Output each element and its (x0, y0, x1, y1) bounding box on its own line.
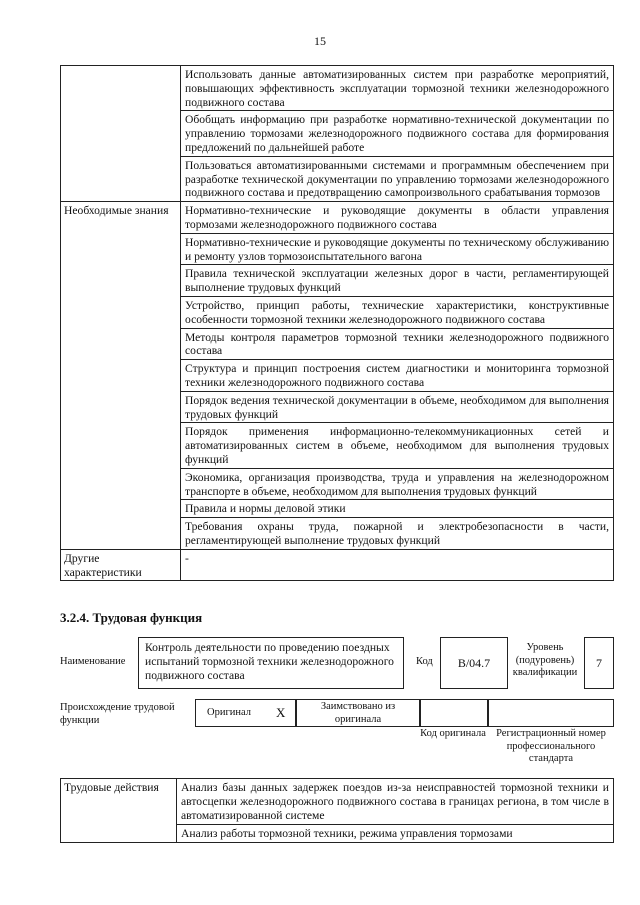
action-row: Анализ работы тормозной техники, режима управления тормозами (177, 825, 614, 843)
skill-row: Обобщать информацию при разработке нормативно-технической документации по управлению тормозами железнодорожного подвижного состава для формирования предложений по дальнейшей работе (181, 111, 614, 156)
page-number: 15 (314, 34, 326, 48)
labor-actions-table (60, 778, 614, 843)
code-original-box (419, 699, 489, 727)
knowledge-row: Экономика, организация производства, труда и управления на железнодорожном транспорте в объеме, необходимом для выполнения трудовых функций (181, 468, 614, 500)
other-characteristics-label: Другие характеристики (61, 549, 181, 581)
level-value: 7 (596, 656, 602, 670)
action-row: Анализ базы данных задержек поездов из-за неисправностей тормозной техники и автосцепки железнодорожного подвижного состава в границах региона, в том числе в автоматизированной системе (177, 779, 614, 825)
skill-row: Использовать данные автоматизированных систем при разработке мероприятий, повышающих эффективность эксплуатации тормозной техники железнодорожного подвижного состава (181, 66, 614, 111)
reg-number-label: Регистрационный номер профессионального стандарта (496, 728, 606, 764)
knowledge-row: Требования охраны труда, пожарной и электробезопасности в части, регламентирующей выполнение трудовых функций (181, 518, 614, 550)
function-name: Контроль деятельности по проведению поездных испытаний тормозной техники железнодорожного подвижного состава (145, 641, 394, 682)
level-box (584, 637, 614, 689)
requirements-table (60, 65, 614, 581)
level-label: Уровень (подуровень) квалификации (512, 642, 578, 678)
origin-label: Происхождение трудовой функции (60, 702, 175, 726)
code-value: В/04.7 (457, 656, 491, 670)
knowledge-label: Необходимые знания (61, 202, 181, 550)
knowledge-row: Методы контроля параметров тормозной техники железнодорожного подвижного состава (181, 328, 614, 360)
original-mark: Х (276, 705, 286, 720)
code-box (440, 637, 508, 689)
knowledge-row: Нормативно-технические и руководящие документы по техническому обслуживанию и ремонту узлов тормозоиспытательного вагона (181, 233, 614, 265)
empty-label-cell (61, 66, 181, 202)
knowledge-row: Структура и принцип построения систем диагностики и мониторинга тормозной техники железнодорожного подвижного состава (181, 360, 614, 392)
knowledge-row: Нормативно-технические и руководящие документы в области управления тормозами железнодорожного подвижного состава (181, 202, 614, 234)
knowledge-row: Устройство, принцип работы, технические характеристики, конструктивные особенности тормозной техники железнодорожного подвижного состава (181, 296, 614, 328)
knowledge-row: Порядок ведения технической документации в объеме, необходимом для выполнения трудовых функций (181, 391, 614, 423)
other-characteristics-value: - (181, 549, 614, 581)
original-label: Оригинал (207, 707, 251, 718)
reg-number-box (487, 699, 614, 727)
skill-row: Пользоваться автоматизированными системами и программным обеспечением при разработке технической документации по управлению тормозами железнодорожного подвижного состава и предотвращению самопроизвольного срабатывания тормозов (181, 156, 614, 201)
code-label: Код (416, 656, 433, 667)
actions-label: Трудовые действия (61, 779, 177, 843)
name-box (138, 637, 404, 689)
name-label: Наименование (60, 656, 126, 667)
code-original-label: Код оригинала (420, 728, 486, 739)
section-title: 3.2.4. Трудовая функция (60, 610, 203, 625)
knowledge-row: Порядок применения информационно-телекоммуникационных сетей и автоматизированных систем в объеме, необходимом для выполнения трудовых функций (181, 423, 614, 468)
borrowed-label: Заимствовано из оригинала (320, 701, 396, 725)
knowledge-row: Правила и нормы деловой этики (181, 500, 614, 518)
knowledge-row: Правила технической эксплуатации железных дорог в части, регламентирующей выполнение трудовых функций (181, 265, 614, 297)
